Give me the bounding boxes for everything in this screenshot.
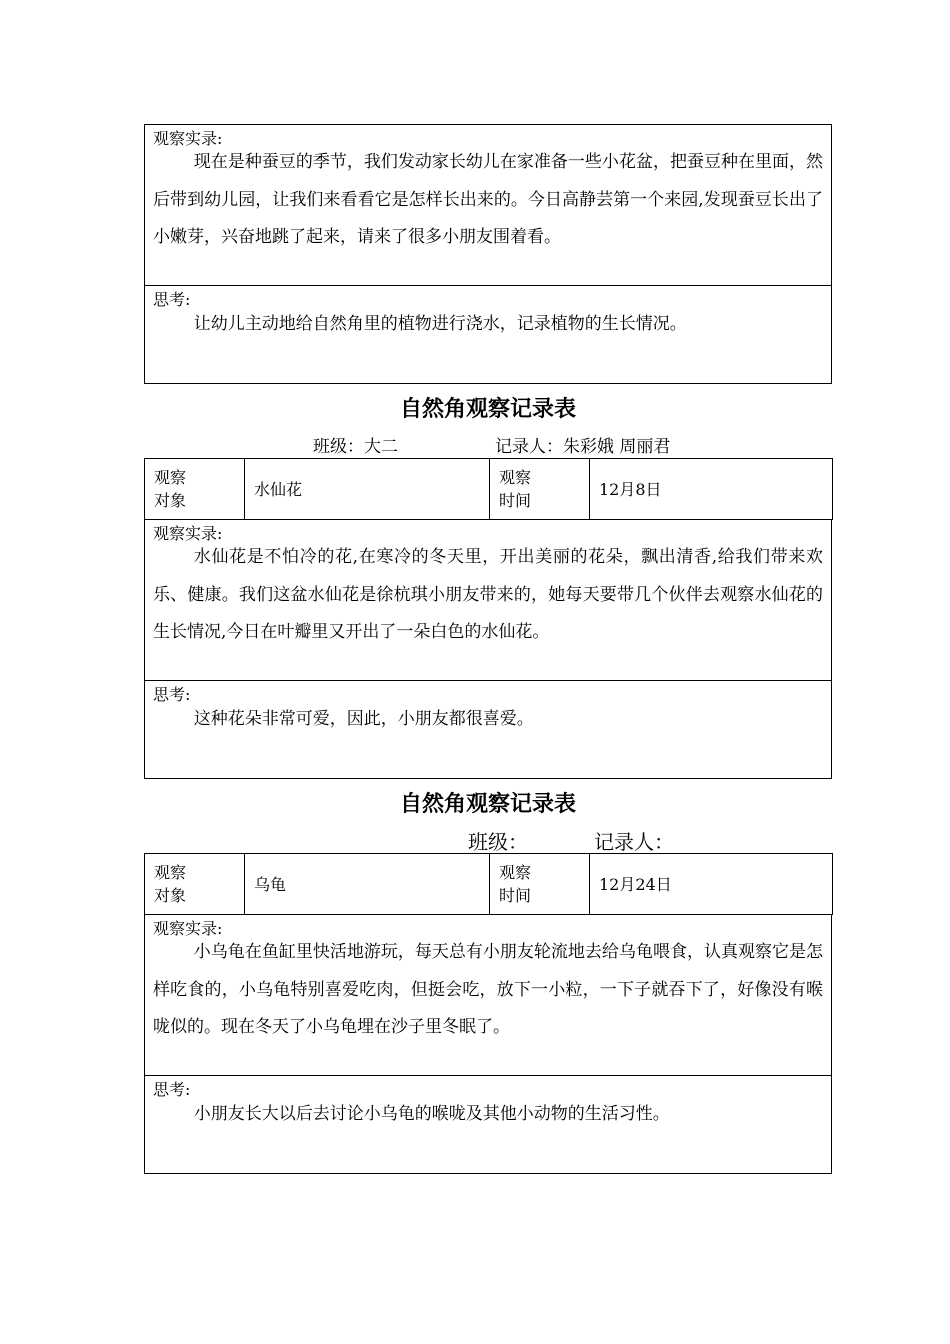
record1-observation-text: 现在是种蚕豆的季节，我们发动家长幼儿在家准备一些小花盆，把蚕豆种在里面，然后带到幼儿园，让我们来看看它是怎样长出来的。今日高静芸第一个来园,发现蚕豆长出了小嫩芽，兴奋地跳了起来，请来了很多小朋友围着看。: [153, 152, 823, 247]
record2-time-label: [490, 459, 590, 520]
record2-observation-label: 观察实录:: [153, 524, 223, 543]
record2-reflection-box: [144, 680, 832, 779]
record2-subject-label-line1: 观察: [154, 468, 187, 487]
record3-class-label: 班级：: [468, 830, 528, 854]
record2-time-label-line2: 时间: [499, 491, 532, 510]
record1-reflection-label: 思考:: [153, 290, 191, 309]
record2-subject-label-line2: 对象: [154, 491, 187, 510]
record2-time-label-line1: 观察: [499, 468, 532, 487]
record2-subject-label: [145, 459, 245, 520]
record2-subject-value: 水仙花: [245, 459, 490, 520]
record1-observation-box: [144, 124, 832, 286]
record3-time-label-line1: 观察: [499, 863, 532, 882]
record2-time-value: 12月8日: [590, 459, 833, 520]
record2-class-label: 班级：大二: [313, 437, 398, 457]
record2-reflection-text: 这种花朵非常可爱，因此，小朋友都很喜爱。: [193, 709, 534, 729]
record2-reflection-label: 思考:: [153, 685, 191, 704]
record3-reflection-text: 小朋友长大以后去讨论小乌龟的喉咙及其他小动物的生活习性。: [193, 1104, 670, 1124]
record3-subject-label: [145, 854, 245, 915]
record1-observation-label: 观察实录:: [153, 129, 223, 148]
record3-subject-value: 乌龟: [245, 854, 490, 915]
record3-reflection-box: [144, 1075, 832, 1174]
record3-header-table: [144, 853, 833, 915]
record3-time-label: [490, 854, 590, 915]
record3-observation-label: 观察实录:: [153, 919, 223, 938]
record3-subject-label-line2: 对象: [154, 886, 187, 905]
record3-observation-box: [144, 914, 832, 1076]
record3-recorder-label: 记录人：: [594, 830, 674, 854]
record2-header-table: [144, 458, 833, 520]
record3-observation-text: 小乌龟在鱼缸里快活地游玩，每天总有小朋友轮流地去给乌龟喂食，认真观察它是怎样吃食的，小乌龟特别喜爱吃肉，但挺会吃，放下一小粒，一下子就吞下了，好像没有喉咙似的。现在冬天了小乌龟埋在沙子里冬眠了。: [153, 942, 823, 1037]
record2-recorder-label: 记录人：朱彩娥 周丽君: [495, 437, 671, 457]
record1-reflection-text: 让幼儿主动地给自然角里的植物进行浇水，记录植物的生长情况。: [193, 314, 687, 334]
record2-observation-box: [144, 519, 832, 681]
record1-reflection-box: [144, 285, 832, 384]
record3-subject-label-line1: 观察: [154, 863, 187, 882]
record3-title: 自然角观察记录表: [399, 791, 576, 817]
record2-title: 自然角观察记录表: [399, 396, 576, 422]
record3-reflection-label: 思考:: [153, 1080, 191, 1099]
record3-time-label-line2: 时间: [499, 886, 532, 905]
record2-observation-text: 水仙花是不怕冷的花,在寒冷的冬天里，开出美丽的花朵，飘出清香,给我们带来欢乐、健康。我们这盆水仙花是徐杭琪小朋友带来的，她每天要带几个伙伴去观察水仙花的生长情况,今日在叶瓣里又开出了一朵白色的水仙花。: [153, 547, 823, 642]
record3-time-value: 12月24日: [590, 854, 833, 915]
